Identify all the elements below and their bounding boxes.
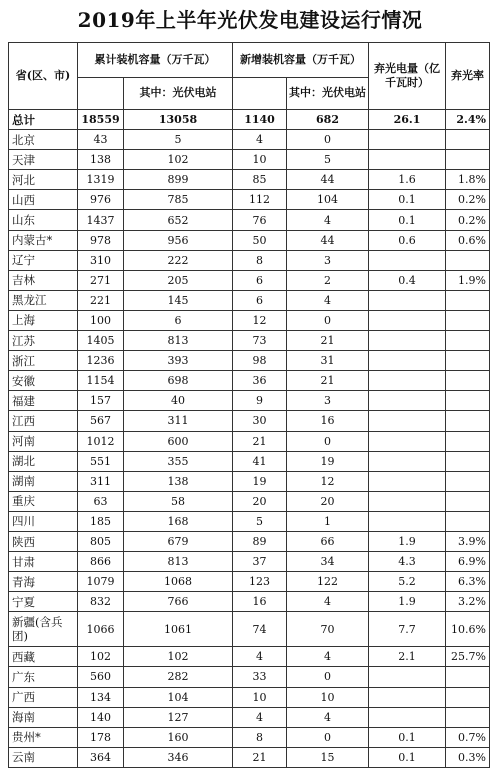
curtail-power-cell: 1.9 bbox=[369, 531, 446, 551]
new-station-cell: 3 bbox=[287, 250, 369, 270]
curtail-power-cell bbox=[369, 150, 446, 170]
new-station-cell: 4 bbox=[287, 290, 369, 310]
cum-cell: 1154 bbox=[78, 371, 124, 391]
cum-station-cell: 205 bbox=[124, 270, 233, 290]
new-cell: 37 bbox=[233, 552, 287, 572]
province-cell: 甘肃 bbox=[9, 552, 78, 572]
cum-cell: 805 bbox=[78, 531, 124, 551]
curtail-rate-cell: 3.9% bbox=[446, 531, 490, 551]
cum-cell: 134 bbox=[78, 687, 124, 707]
table-row bbox=[9, 727, 490, 747]
cum-station-cell: 813 bbox=[124, 331, 233, 351]
new-cell: 123 bbox=[233, 572, 287, 592]
province-cell: 吉林 bbox=[9, 270, 78, 290]
curtail-power-cell bbox=[369, 707, 446, 727]
curtail-power-cell: 0.1 bbox=[369, 747, 446, 767]
table-row bbox=[9, 612, 490, 647]
curtail-power-cell bbox=[369, 331, 446, 351]
cum-station-cell: 102 bbox=[124, 647, 233, 667]
curtail-power-cell bbox=[369, 431, 446, 451]
province-cell: 山西 bbox=[9, 190, 78, 210]
table-row bbox=[9, 511, 490, 531]
new-cell: 73 bbox=[233, 331, 287, 351]
new-cell: 33 bbox=[233, 667, 287, 687]
cum-station-cell: 58 bbox=[124, 491, 233, 511]
header-curtail-rate: 弃光率 bbox=[446, 43, 490, 110]
province-cell: 北京 bbox=[9, 130, 78, 150]
curtail-power-cell bbox=[369, 130, 446, 150]
cum-cell: 551 bbox=[78, 451, 124, 471]
curtail-power-cell bbox=[369, 391, 446, 411]
province-cell: 河南 bbox=[9, 431, 78, 451]
curtail-rate-cell bbox=[446, 411, 490, 431]
curtail-power-cell bbox=[369, 411, 446, 431]
cum-cell: 43 bbox=[78, 130, 124, 150]
table-row bbox=[9, 170, 490, 190]
cum-cell: 178 bbox=[78, 727, 124, 747]
curtail-rate-cell bbox=[446, 667, 490, 687]
curtail-rate-cell bbox=[446, 331, 490, 351]
cum-station-cell: 600 bbox=[124, 431, 233, 451]
cum-cell: 1236 bbox=[78, 351, 124, 371]
province-cell: 湖北 bbox=[9, 451, 78, 471]
new-cell: 10 bbox=[233, 687, 287, 707]
cum-station-cell: 899 bbox=[124, 170, 233, 190]
new-cell: 98 bbox=[233, 351, 287, 371]
cum-station-cell: 311 bbox=[124, 411, 233, 431]
table-row bbox=[9, 270, 490, 290]
cum-station-cell: 346 bbox=[124, 747, 233, 767]
table-row bbox=[9, 371, 490, 391]
new-cell: 21 bbox=[233, 431, 287, 451]
curtail-rate-cell bbox=[446, 130, 490, 150]
cum-station-cell: 168 bbox=[124, 511, 233, 531]
new-station-cell: 4 bbox=[287, 592, 369, 612]
new-cell: 4 bbox=[233, 647, 287, 667]
cum-station-cell: 766 bbox=[124, 592, 233, 612]
new-cell: 21 bbox=[233, 747, 287, 767]
new-station-cell: 3 bbox=[287, 391, 369, 411]
cum-cell: 102 bbox=[78, 647, 124, 667]
new-cell: 8 bbox=[233, 250, 287, 270]
curtail-rate-cell: 10.6% bbox=[446, 612, 490, 647]
province-cell: 广东 bbox=[9, 667, 78, 687]
curtail-rate-cell: 0.3% bbox=[446, 747, 490, 767]
table-row bbox=[9, 471, 490, 491]
curtail-power-cell bbox=[369, 451, 446, 471]
table-row bbox=[9, 451, 490, 471]
header-cum-total bbox=[78, 77, 124, 110]
province-cell: 河北 bbox=[9, 170, 78, 190]
new-station-cell: 4 bbox=[287, 647, 369, 667]
table-row bbox=[9, 491, 490, 511]
province-cell: 贵州* bbox=[9, 727, 78, 747]
province-cell: 浙江 bbox=[9, 351, 78, 371]
curtail-power-cell: 0.1 bbox=[369, 727, 446, 747]
table-row bbox=[9, 310, 490, 330]
cum-station-cell: 355 bbox=[124, 451, 233, 471]
province-cell: 西藏 bbox=[9, 647, 78, 667]
total-row bbox=[9, 110, 490, 130]
curtail-rate-cell: 6.9% bbox=[446, 552, 490, 572]
cum-cell: 310 bbox=[78, 250, 124, 270]
curtail-power-cell bbox=[369, 491, 446, 511]
new-cell: 5 bbox=[233, 511, 287, 531]
new-cell: 4 bbox=[233, 130, 287, 150]
curtail-rate-cell bbox=[446, 371, 490, 391]
province-cell: 云南 bbox=[9, 747, 78, 767]
cum-cell: 1405 bbox=[78, 331, 124, 351]
new-station-cell: 34 bbox=[287, 552, 369, 572]
cum-cell: 866 bbox=[78, 552, 124, 572]
new-station-cell: 44 bbox=[287, 230, 369, 250]
cum-station-cell: 698 bbox=[124, 371, 233, 391]
table-row bbox=[9, 592, 490, 612]
new-station-cell: 1 bbox=[287, 511, 369, 531]
cum-cell: 221 bbox=[78, 290, 124, 310]
cum-cell: 1066 bbox=[78, 612, 124, 647]
header-curtail-power: 弃光电量（亿千瓦时） bbox=[369, 43, 446, 110]
new-station-cell: 31 bbox=[287, 351, 369, 371]
table-row bbox=[9, 411, 490, 431]
cum-station-cell: 785 bbox=[124, 190, 233, 210]
new-cell: 19 bbox=[233, 471, 287, 491]
curtail-rate-cell bbox=[446, 491, 490, 511]
province-cell: 湖南 bbox=[9, 471, 78, 491]
total-rate: 2.4% bbox=[446, 110, 490, 130]
table-row bbox=[9, 707, 490, 727]
cum-cell: 1012 bbox=[78, 431, 124, 451]
new-cell: 6 bbox=[233, 290, 287, 310]
curtail-power-cell bbox=[369, 250, 446, 270]
header-cum-station: 其中：光伏电站 bbox=[124, 77, 233, 110]
curtail-power-cell: 1.9 bbox=[369, 592, 446, 612]
table-row bbox=[9, 130, 490, 150]
cum-station-cell: 6 bbox=[124, 310, 233, 330]
curtail-power-cell: 0.6 bbox=[369, 230, 446, 250]
new-cell: 20 bbox=[233, 491, 287, 511]
cum-cell: 567 bbox=[78, 411, 124, 431]
curtail-power-cell bbox=[369, 290, 446, 310]
table-row bbox=[9, 431, 490, 451]
cum-station-cell: 127 bbox=[124, 707, 233, 727]
curtail-power-cell: 1.6 bbox=[369, 170, 446, 190]
province-cell: 新疆(含兵团) bbox=[9, 612, 78, 647]
new-cell: 112 bbox=[233, 190, 287, 210]
province-cell: 山东 bbox=[9, 210, 78, 230]
table-header bbox=[9, 43, 490, 110]
header-cumulative: 累计装机容量（万千瓦） bbox=[78, 43, 233, 78]
province-cell: 内蒙古* bbox=[9, 230, 78, 250]
table-row bbox=[9, 210, 490, 230]
new-cell: 74 bbox=[233, 612, 287, 647]
province-cell: 江苏 bbox=[9, 331, 78, 351]
cum-station-cell: 956 bbox=[124, 230, 233, 250]
curtail-rate-cell bbox=[446, 707, 490, 727]
table-row bbox=[9, 290, 490, 310]
new-cell: 16 bbox=[233, 592, 287, 612]
cum-station-cell: 138 bbox=[124, 471, 233, 491]
header-province: 省(区、市) bbox=[9, 43, 78, 110]
table-body bbox=[9, 110, 490, 768]
new-station-cell: 0 bbox=[287, 431, 369, 451]
cum-cell: 976 bbox=[78, 190, 124, 210]
table-row bbox=[9, 687, 490, 707]
curtail-power-cell: 4.3 bbox=[369, 552, 446, 572]
cum-station-cell: 104 bbox=[124, 687, 233, 707]
cum-station-cell: 1068 bbox=[124, 572, 233, 592]
total-cum-station: 13058 bbox=[124, 110, 233, 130]
new-cell: 10 bbox=[233, 150, 287, 170]
cum-cell: 978 bbox=[78, 230, 124, 250]
new-station-cell: 2 bbox=[287, 270, 369, 290]
table-row bbox=[9, 331, 490, 351]
new-station-cell: 70 bbox=[287, 612, 369, 647]
new-cell: 85 bbox=[233, 170, 287, 190]
table-row bbox=[9, 230, 490, 250]
table-row bbox=[9, 391, 490, 411]
cum-cell: 560 bbox=[78, 667, 124, 687]
table-row bbox=[9, 250, 490, 270]
table-row bbox=[9, 190, 490, 210]
cum-cell: 100 bbox=[78, 310, 124, 330]
new-cell: 36 bbox=[233, 371, 287, 391]
pv-table bbox=[8, 42, 490, 768]
curtail-rate-cell: 0.6% bbox=[446, 230, 490, 250]
new-cell: 4 bbox=[233, 707, 287, 727]
curtail-power-cell: 0.1 bbox=[369, 210, 446, 230]
total-power: 26.1 bbox=[369, 110, 446, 130]
cum-station-cell: 5 bbox=[124, 130, 233, 150]
curtail-rate-cell: 3.2% bbox=[446, 592, 490, 612]
cum-cell: 1319 bbox=[78, 170, 124, 190]
header-new-total bbox=[233, 77, 287, 110]
new-cell: 89 bbox=[233, 531, 287, 551]
curtail-power-cell: 0.1 bbox=[369, 190, 446, 210]
total-new: 1140 bbox=[233, 110, 287, 130]
new-cell: 9 bbox=[233, 391, 287, 411]
new-cell: 6 bbox=[233, 270, 287, 290]
new-station-cell: 104 bbox=[287, 190, 369, 210]
curtail-power-cell: 2.1 bbox=[369, 647, 446, 667]
table-row bbox=[9, 572, 490, 592]
curtail-power-cell bbox=[369, 310, 446, 330]
province-cell: 辽宁 bbox=[9, 250, 78, 270]
curtail-power-cell bbox=[369, 351, 446, 371]
curtail-rate-cell: 0.2% bbox=[446, 190, 490, 210]
cum-cell: 138 bbox=[78, 150, 124, 170]
total-new-station: 682 bbox=[287, 110, 369, 130]
new-cell: 41 bbox=[233, 451, 287, 471]
cum-cell: 364 bbox=[78, 747, 124, 767]
table-row bbox=[9, 667, 490, 687]
curtail-power-cell bbox=[369, 511, 446, 531]
curtail-rate-cell: 1.8% bbox=[446, 170, 490, 190]
new-station-cell: 20 bbox=[287, 491, 369, 511]
province-cell: 福建 bbox=[9, 391, 78, 411]
cum-cell: 140 bbox=[78, 707, 124, 727]
total-cum: 18559 bbox=[78, 110, 124, 130]
new-station-cell: 0 bbox=[287, 667, 369, 687]
province-cell: 宁夏 bbox=[9, 592, 78, 612]
curtail-power-cell bbox=[369, 471, 446, 491]
header-new-added: 新增装机容量（万千瓦） bbox=[233, 43, 369, 78]
curtail-rate-cell bbox=[446, 150, 490, 170]
new-station-cell: 122 bbox=[287, 572, 369, 592]
curtail-rate-cell bbox=[446, 290, 490, 310]
province-cell: 陕西 bbox=[9, 531, 78, 551]
new-station-cell: 0 bbox=[287, 130, 369, 150]
new-station-cell: 21 bbox=[287, 331, 369, 351]
cum-station-cell: 102 bbox=[124, 150, 233, 170]
curtail-power-cell bbox=[369, 371, 446, 391]
province-cell: 青海 bbox=[9, 572, 78, 592]
new-station-cell: 4 bbox=[287, 210, 369, 230]
curtail-rate-cell bbox=[446, 451, 490, 471]
curtail-rate-cell bbox=[446, 310, 490, 330]
curtail-power-cell bbox=[369, 687, 446, 707]
curtail-rate-cell bbox=[446, 471, 490, 491]
header-new-station: 其中：光伏电站 bbox=[287, 77, 369, 110]
new-cell: 50 bbox=[233, 230, 287, 250]
table-row bbox=[9, 747, 490, 767]
curtail-power-cell: 7.7 bbox=[369, 612, 446, 647]
new-station-cell: 10 bbox=[287, 687, 369, 707]
new-station-cell: 0 bbox=[287, 727, 369, 747]
new-station-cell: 0 bbox=[287, 310, 369, 330]
curtail-rate-cell: 0.2% bbox=[446, 210, 490, 230]
cum-cell: 311 bbox=[78, 471, 124, 491]
province-cell: 四川 bbox=[9, 511, 78, 531]
new-station-cell: 21 bbox=[287, 371, 369, 391]
curtail-rate-cell bbox=[446, 431, 490, 451]
cum-cell: 832 bbox=[78, 592, 124, 612]
province-cell: 海南 bbox=[9, 707, 78, 727]
new-station-cell: 16 bbox=[287, 411, 369, 431]
cum-station-cell: 1061 bbox=[124, 612, 233, 647]
curtail-rate-cell: 0.7% bbox=[446, 727, 490, 747]
cum-station-cell: 160 bbox=[124, 727, 233, 747]
cum-station-cell: 145 bbox=[124, 290, 233, 310]
curtail-rate-cell bbox=[446, 351, 490, 371]
province-cell: 上海 bbox=[9, 310, 78, 330]
cum-cell: 157 bbox=[78, 391, 124, 411]
curtail-rate-cell: 6.3% bbox=[446, 572, 490, 592]
curtail-rate-cell bbox=[446, 391, 490, 411]
table-row bbox=[9, 552, 490, 572]
cum-station-cell: 813 bbox=[124, 552, 233, 572]
new-station-cell: 15 bbox=[287, 747, 369, 767]
new-station-cell: 44 bbox=[287, 170, 369, 190]
curtail-power-cell: 5.2 bbox=[369, 572, 446, 592]
curtail-power-cell bbox=[369, 667, 446, 687]
table-row bbox=[9, 531, 490, 551]
curtail-rate-cell: 25.7% bbox=[446, 647, 490, 667]
new-cell: 76 bbox=[233, 210, 287, 230]
table-row bbox=[9, 150, 490, 170]
new-station-cell: 4 bbox=[287, 707, 369, 727]
province-cell: 天津 bbox=[9, 150, 78, 170]
province-cell: 重庆 bbox=[9, 491, 78, 511]
curtail-rate-cell bbox=[446, 687, 490, 707]
cum-cell: 63 bbox=[78, 491, 124, 511]
new-station-cell: 66 bbox=[287, 531, 369, 551]
cum-station-cell: 393 bbox=[124, 351, 233, 371]
table-row bbox=[9, 647, 490, 667]
new-station-cell: 19 bbox=[287, 451, 369, 471]
page-title: 2019年上半年光伏发电建设运行情况 bbox=[77, 8, 423, 32]
curtail-power-cell: 0.4 bbox=[369, 270, 446, 290]
cum-cell: 185 bbox=[78, 511, 124, 531]
province-cell: 安徽 bbox=[9, 371, 78, 391]
new-cell: 12 bbox=[233, 310, 287, 330]
new-cell: 8 bbox=[233, 727, 287, 747]
cum-cell: 271 bbox=[78, 270, 124, 290]
cum-station-cell: 282 bbox=[124, 667, 233, 687]
curtail-rate-cell bbox=[446, 250, 490, 270]
province-cell: 广西 bbox=[9, 687, 78, 707]
cum-cell: 1079 bbox=[78, 572, 124, 592]
cum-station-cell: 222 bbox=[124, 250, 233, 270]
curtail-rate-cell bbox=[446, 511, 490, 531]
province-cell: 黑龙江 bbox=[9, 290, 78, 310]
cum-station-cell: 652 bbox=[124, 210, 233, 230]
cum-station-cell: 40 bbox=[124, 391, 233, 411]
cum-station-cell: 679 bbox=[124, 531, 233, 551]
table-row bbox=[9, 351, 490, 371]
new-station-cell: 5 bbox=[287, 150, 369, 170]
new-station-cell: 12 bbox=[287, 471, 369, 491]
province-cell: 江西 bbox=[9, 411, 78, 431]
cum-cell: 1437 bbox=[78, 210, 124, 230]
new-cell: 30 bbox=[233, 411, 287, 431]
total-label: 总计 bbox=[9, 110, 78, 130]
curtail-rate-cell: 1.9% bbox=[446, 270, 490, 290]
